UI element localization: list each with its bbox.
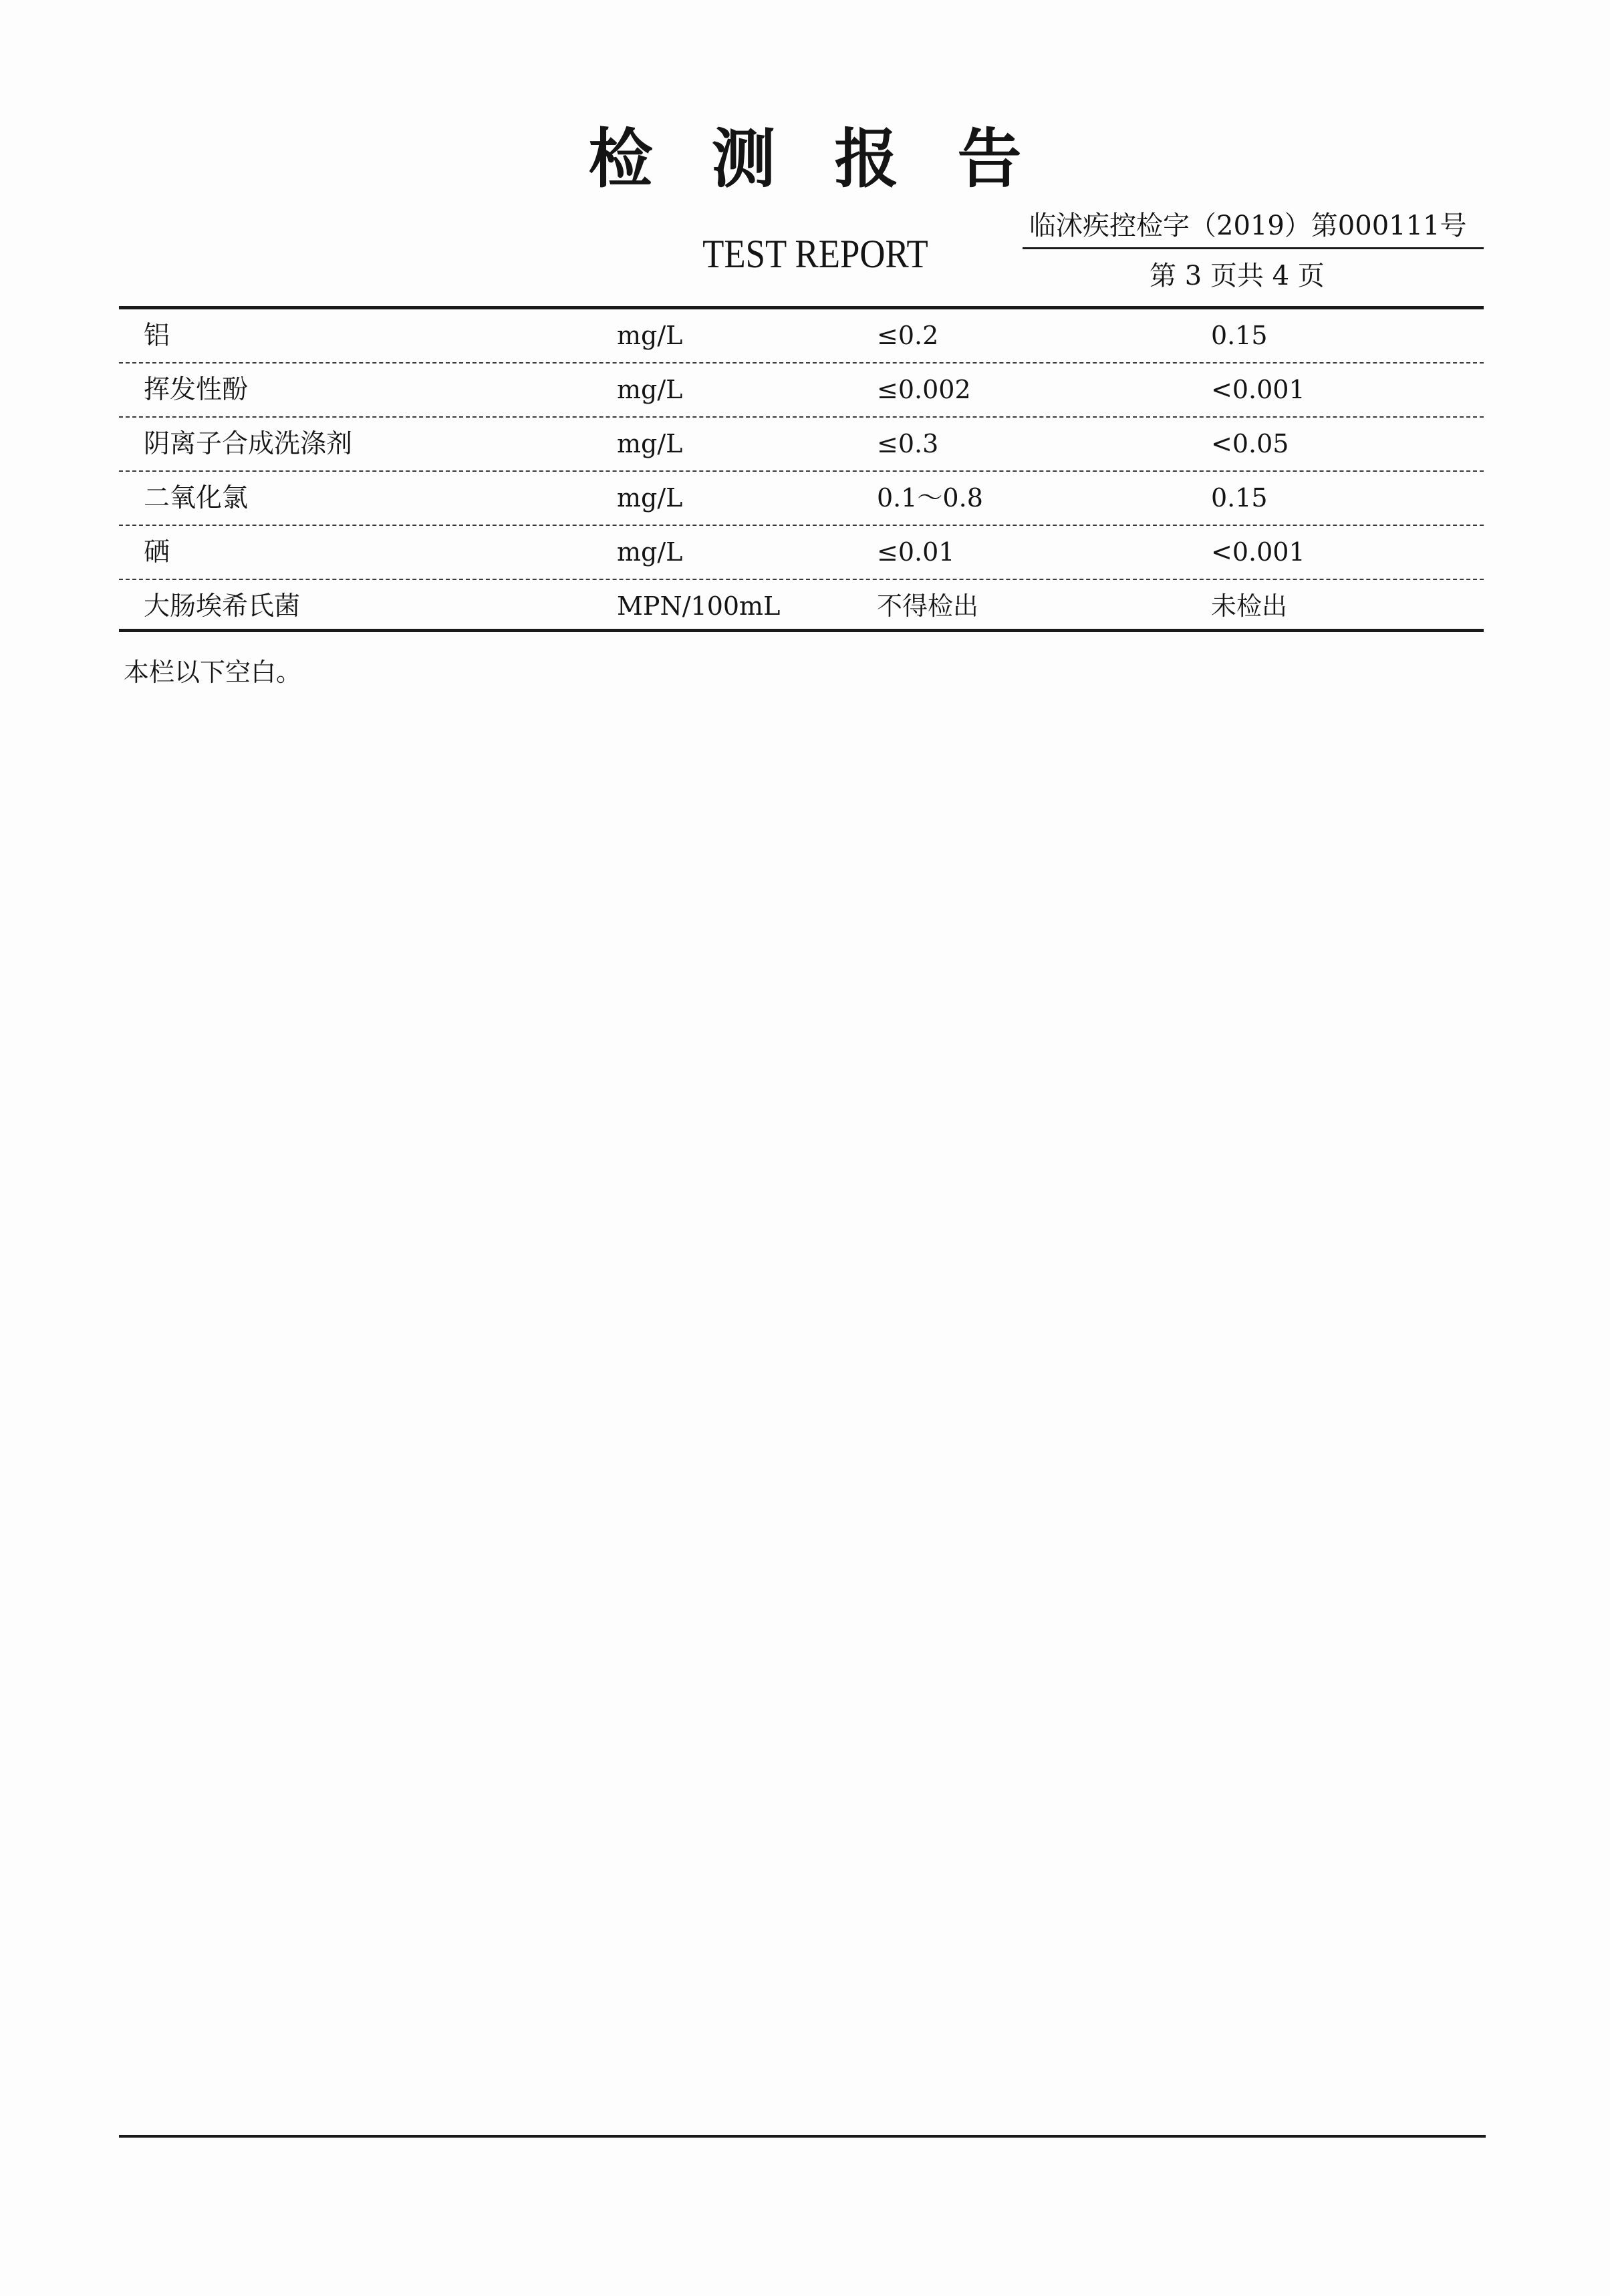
item-name: 阴离子合成洗涤剂 bbox=[144, 429, 353, 459]
table-row bbox=[119, 364, 1484, 418]
table-row bbox=[119, 418, 1484, 472]
item-limit: ≤0.002 bbox=[877, 375, 971, 404]
item-result: <0.05 bbox=[1211, 429, 1289, 458]
table-row bbox=[119, 309, 1484, 364]
item-result: <0.001 bbox=[1211, 375, 1305, 404]
report-number: 临沭疾控检字（2019）第000111号 bbox=[1029, 210, 1467, 241]
table-row bbox=[119, 580, 1484, 633]
item-unit: mg/L bbox=[617, 483, 683, 513]
item-unit: mg/L bbox=[617, 429, 683, 458]
item-result: <0.001 bbox=[1211, 537, 1305, 567]
item-limit: ≤0.2 bbox=[877, 321, 939, 350]
report-title: 检测报告 bbox=[588, 122, 1081, 196]
item-limit: 不得检出 bbox=[877, 591, 979, 621]
item-name: 硒 bbox=[144, 537, 170, 567]
item-limit: ≤0.3 bbox=[877, 429, 939, 458]
item-name: 大肠埃希氏菌 bbox=[144, 591, 301, 621]
item-name: 二氧化氯 bbox=[144, 483, 249, 513]
item-unit: mg/L bbox=[617, 321, 683, 350]
item-unit: MPN/100mL bbox=[617, 591, 781, 621]
page-info: 第 3 页共 4 页 bbox=[1150, 261, 1325, 291]
item-result: 0.15 bbox=[1211, 483, 1268, 513]
table-row bbox=[119, 526, 1484, 580]
item-unit: mg/L bbox=[617, 537, 683, 567]
item-limit: ≤0.01 bbox=[877, 537, 955, 567]
item-name: 挥发性酚 bbox=[144, 375, 249, 405]
results-table bbox=[119, 309, 1484, 633]
report-subtitle: TEST REPORT bbox=[702, 232, 928, 276]
item-result: 未检出 bbox=[1211, 591, 1288, 621]
table-row bbox=[119, 472, 1484, 526]
footer-rule bbox=[119, 2135, 1486, 2138]
table-bottom-rule bbox=[119, 629, 1484, 632]
item-result: 0.15 bbox=[1211, 321, 1268, 350]
item-limit: 0.1～0.8 bbox=[877, 483, 983, 513]
report-number-underline bbox=[1023, 247, 1484, 249]
blank-below-note: 本栏以下空白。 bbox=[124, 658, 302, 687]
item-name: 铝 bbox=[144, 321, 170, 351]
item-unit: mg/L bbox=[617, 375, 683, 404]
